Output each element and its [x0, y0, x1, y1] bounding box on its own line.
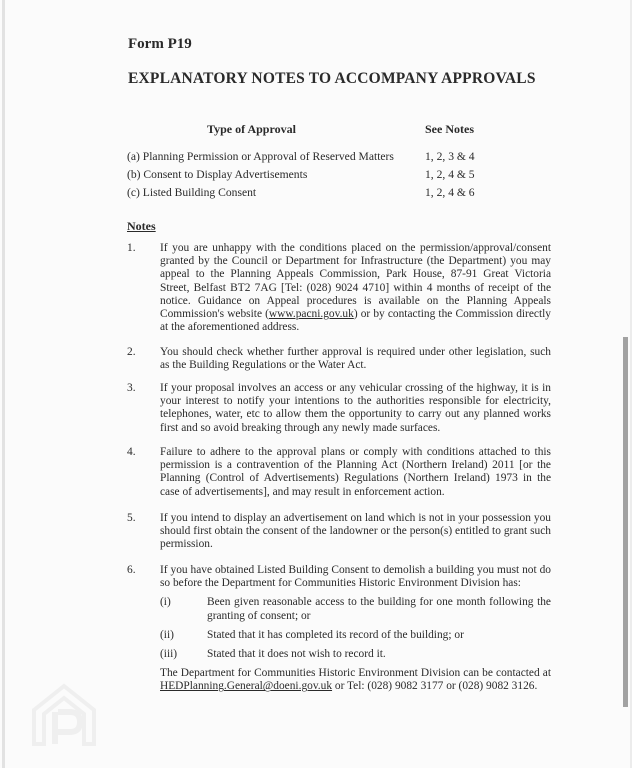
page-title: EXPLANATORY NOTES TO ACCOMPANY APPROVALS: [128, 70, 536, 87]
property-logo-icon: [28, 680, 100, 750]
note-text: If your proposal involves an access or any vehicular crossing of the highway, it is in your interest to notify your intentions to the authorities responsible for electricity, telephones, water, etc to allow them the opportunity to carry out any planned works first and so avoid breaking through any newly made surfaces.: [160, 382, 551, 434]
note-4: [127, 446, 551, 499]
note-number: 2.: [127, 346, 136, 358]
table-row-type: (c) Listed Building Consent: [127, 186, 257, 199]
contact-paragraph: [160, 667, 551, 693]
note-text: You should check whether further approval is required under other legislation, such as the Building Regulations or the Water Act.: [160, 346, 551, 372]
sub-item: [160, 648, 551, 661]
sub-item-text: Stated that it does not wish to record it.: [207, 648, 386, 661]
note-number: 3.: [127, 382, 136, 394]
note-3: [127, 382, 551, 435]
note-text: If you intend to display an advertisement on land which is not in your possession you should first obtain the consent of the landowner or the person(s) entitled to grant such permission.: [160, 512, 551, 551]
note-number: 1.: [127, 242, 136, 254]
sub-item-number: (ii): [160, 628, 174, 641]
sub-item: [160, 629, 551, 642]
sub-item-number: (iii): [160, 648, 178, 661]
sub-item-text: Been given reasonable access to the building for one month following the granting of consent; or: [207, 596, 551, 622]
table-header-type: Type of Approval: [207, 122, 296, 136]
contact-text-part: The Department for Communities Historic Environment Division can be contacted at: [160, 667, 551, 680]
notes-heading: Notes: [127, 219, 156, 233]
note-text: [160, 242, 551, 334]
note-2: [127, 346, 551, 372]
form-id: Form P19: [128, 36, 192, 52]
sub-item: [160, 596, 551, 622]
table-header-notes: See Notes: [425, 122, 474, 136]
note-5: [127, 512, 551, 552]
note-text: Failure to adhere to the approval plans or comply with conditions attached to this permission is a contravention of the Planning Act (Northern Ireland) 2011 [or the Planning (Control of Advertisements) Regulations (Northern Ireland) 1973 in the case of advertisements], and may result in enforcement action.: [160, 446, 551, 498]
note-number: 4.: [127, 446, 136, 458]
table-row-notes: 1, 2, 4 & 5: [425, 168, 475, 181]
note-text-part: If you are unhappy with the conditions placed on the permission/approval/consent granted by the Council or Department for Infrastructure (the Department) you may appeal to the Planning Appeals Commission, Park House, 87-91 Great Victoria Street, Belfast BT2 7AG [Tel: (028) 9024 4710] within 4 months of receipt of the notice. Guidance on Appeal procedures is available on the Planning Appeals Commission's website (: [160, 242, 551, 321]
sub-item-number: (i): [160, 596, 171, 609]
table-row-type: (b) Consent to Display Advertisements: [127, 168, 308, 181]
note-1: [127, 242, 551, 334]
note-intro: If you have obtained Listed Building Consent to demolish a building you must not do so before the Department for Communities Historic Environment Division has:: [160, 564, 551, 590]
scrollbar-thumb[interactable]: [623, 337, 628, 707]
note-text: [160, 564, 551, 694]
table-row-type: (a) Planning Permission or Approval of Reserved Matters: [127, 150, 394, 163]
table-row-notes: 1, 2, 4 & 6: [425, 186, 475, 199]
note-number: 5.: [127, 512, 136, 524]
sub-item-text: Stated that it has completed its record of the building; or: [207, 628, 464, 641]
table-row-notes: 1, 2, 3 & 4: [425, 150, 475, 163]
hed-email-link[interactable]: HEDPlanning.General@doeni.gov.uk: [160, 680, 333, 693]
note-6: [127, 564, 551, 694]
note-number: 6.: [127, 564, 136, 576]
pacni-website-link[interactable]: www.pacni.gov.uk: [268, 308, 354, 321]
note-text-part: ) or by contacting the Commission directly at the aforementioned address.: [160, 308, 551, 334]
contact-text-part: or Tel: (028) 9082 3177 or (028) 9082 3126.: [332, 680, 538, 693]
